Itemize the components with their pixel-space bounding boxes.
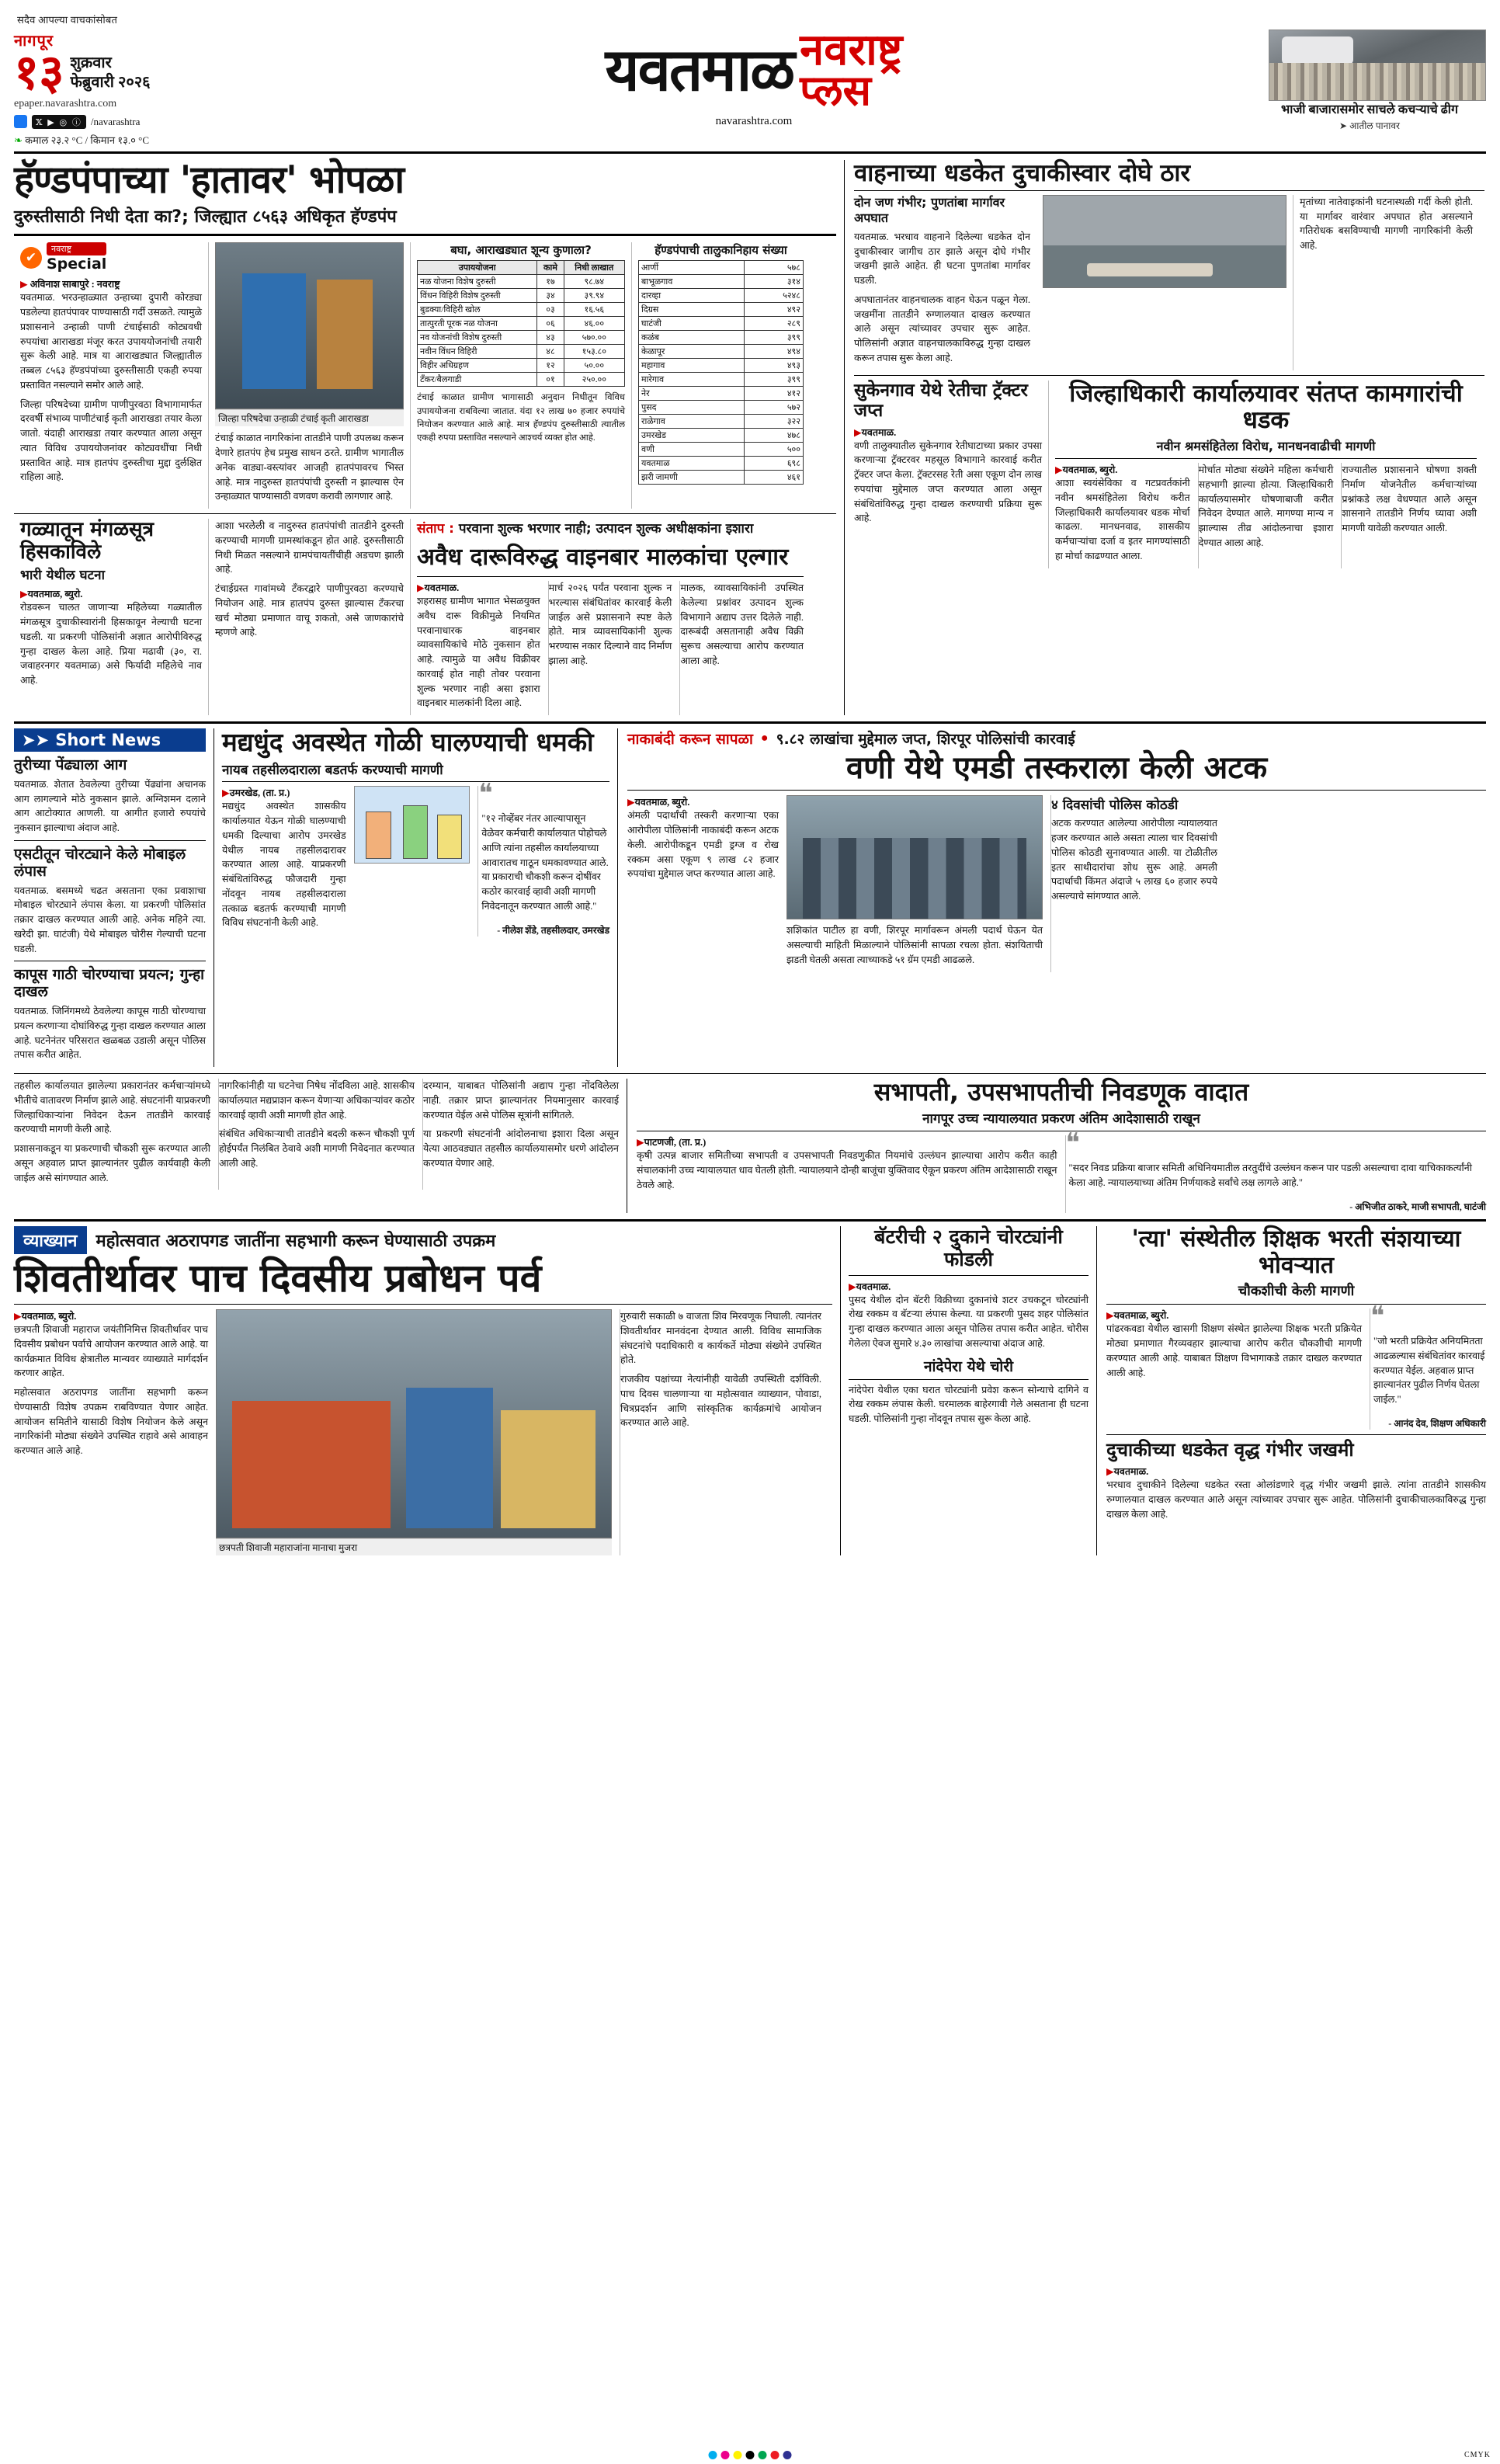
brand-line2: प्लस: [800, 66, 871, 116]
sn-title-0: तुरीच्या पेंढ्याला आग: [14, 756, 127, 774]
lead-subheadline: दुरुस्तीसाठी निधी देता का?; जिल्ह्यात ८५६३ अधिकृत हॅण्डपंप: [14, 207, 397, 228]
battery-body: पुसद येथील दोन बॅटरी विक्रीच्या दुकानांचे शटर उचकटून चोरट्यांनी रोख रक्कम व बॅटऱ्या लंपास केल्या. या प्रकरणी पुसद शहर पोलिसांत गुन्हा दाखल करण्यात आला असून पोलिस तपास करीत आहेत. चोरीस गेलेला ऐवज सुमारे ४.३० लाखांचा असल्याचा अंदाज आहे.: [849, 1294, 1089, 1349]
lead-byline-text: अविनाश साबापुरे : नवराष्ट्र: [30, 279, 120, 290]
list-item[interactable]: [14, 967, 206, 1062]
mahotsav-column: [14, 1226, 841, 1555]
jilhadhikari-byline-text: यवतमाळ, ब्युरो.: [1062, 464, 1118, 476]
table2-cell-5-0: कळंब: [639, 331, 745, 345]
madyadhund-quote: "१२ नोव्हेंबर नंतर आल्यापासून वेळेवर कर्मचारी कार्यालयात पोहोचले आणि त्यांना तहसील कार्यालयाच्या आवारातच गाठून धमकावण्यात आले. या प्रकाराची चौकशी करून दोषींवर कठोर कारवाई व्हावी अशी मागणी निवेदनातून करण्यात आली आहे.": [481, 813, 609, 912]
registration-dot-3: [746, 2451, 755, 2459]
santap-tag-row: [417, 519, 804, 537]
table2-cell-12-1: ४७८: [745, 429, 804, 443]
th-0: उपाययोजना: [418, 261, 537, 275]
registration-dot-4: [759, 2451, 767, 2459]
table-row: [639, 401, 804, 415]
band-filler-1: तहसील कार्यालयात झालेल्या प्रकारानंतर कर्मचाऱ्यांमध्ये भीतीचे वातावरण निर्माण झाले आहे. संघटनांनी याप्रकरणी जिल्हाधिकाऱ्यांना निवेदन देऊन तातडीने कारवाई करण्याची मागणी केली आहे.: [14, 1080, 210, 1135]
table2-cell-9-1: ४१२: [745, 387, 804, 401]
weather-strip: [14, 133, 250, 147]
table2-cell-8-1: ३९९: [745, 373, 804, 387]
sn-body-0: यवतमाळ. शेतात ठेवलेल्या तुरीच्या पेंढ्यांना अचानक आग लागल्याने मोठे नुकसान झाले. अग्निशमन दलाने आग आटोक्यात आणली. या आगीत हजारो रुपयांचे नुकसान झाल्याचा अंदाज आहे.: [14, 778, 206, 834]
bullet-icon: ●: [760, 732, 769, 745]
galyatun-headline: गळ्यातून मंगळसूत्र हिसकाविले: [20, 518, 154, 564]
bottom-band: [14, 1226, 1486, 1555]
table1-cell-6-1: १२: [537, 359, 564, 373]
table1-cell-2-2: १६.५६: [564, 303, 624, 317]
table-row: [639, 415, 804, 429]
table2-cell-14-0: यवतमाळ: [639, 457, 745, 471]
vani-cell-body: अटक करण्यात आलेल्या आरोपीला न्यायालयात हजर करण्यात आले असता त्याला चार दिवसांची पोलिस कोठडी सुनावण्यात आली. या टोळीतील इतर साथीदारांचा शोध सुरू आहे. अमली पदार्थाची किंमत अंदाजे ५ लाख ६० हजार रुपये असल्याचे सांगण्यात आले.: [1051, 818, 1217, 902]
th-2: निधी लाखात: [564, 261, 624, 275]
table2-cell-4-0: घाटंजी: [639, 317, 745, 331]
table-header-row: [418, 261, 625, 275]
table1-cell-3-0: तात्पुरती पूरक नळ योजना: [418, 317, 537, 331]
table1-cell-4-1: ४३: [537, 331, 564, 345]
band-filler-5: दरम्यान, याबाबत पोलिसांनी अद्याप गुन्हा नोंदविलेला नाही. तक्रार प्राप्त झाल्यानंतर नियमानुसार कारवाई करण्यात येईल असे पोलिस सूत्रांनी सांगितले.: [423, 1080, 619, 1121]
lead-byline: [20, 277, 202, 290]
madyadhund-byline: ▶उमरखेड, (ता. प्र.): [222, 787, 290, 799]
table1-cell-5-2: १५३.८०: [564, 345, 624, 359]
table1-cell-7-0: टँकर/बैलगाडी: [418, 373, 537, 387]
madyadhund-column: [214, 728, 618, 1067]
lead-photo-caption: जिल्हा परिषदेचा उन्हाळी टंचाई कृती आराखडा: [215, 409, 404, 426]
jilhadhikari-para-3: राज्यातील प्रशासनाने घोषणा शक्ती निर्माण योजनेतील कर्मचाऱ्यांच्या प्रश्नांकडे लक्ष वेधण्यात आले असून शासनाने तातडीने निर्णय घ्यावा अशी मागणी यावेळी करण्यात आली.: [1342, 464, 1477, 534]
registration-dot-6: [783, 2451, 792, 2459]
table1-cell-2-0: बुडक्या/विहिरी खोल: [418, 303, 537, 317]
table1-cell-4-0: नव योजनांची विशेष दुरुस्ती: [418, 331, 537, 345]
sabhapati-subheadline: नागपूर उच्च न्यायालयात प्रकरण अंतिम आदेशासाठी राखून: [922, 1111, 1200, 1128]
facebook-icon[interactable]: [14, 115, 27, 128]
table2-cell-2-1: ५२४८: [745, 289, 804, 303]
table-row: [418, 317, 625, 331]
nandepera-subheadline: नांदेपेरा येथे चोरी: [923, 1357, 1014, 1375]
table-row: [639, 373, 804, 387]
tya-byline: ▶यवतमाळ, ब्युरो.: [1106, 1310, 1169, 1322]
table1-cell-0-0: नळ योजना विशेष दुरुस्ती: [418, 275, 537, 289]
check-icon: ✔: [20, 247, 42, 269]
mahotsav-photo: [216, 1309, 612, 1538]
third-band: [14, 1079, 1486, 1213]
table-upayayojana: [417, 260, 625, 387]
galyatun-byline-text: यवतमाळ, ब्युरो.: [27, 589, 83, 600]
table2-cell-13-0: वणी: [639, 443, 745, 457]
arrow-right-icon: ➤➤: [22, 731, 50, 750]
vani-body-2: शशिकांत पाटील हा वणी, शिरपूर मार्गावरून अंमली पदार्थ घेऊन येत असल्याची माहिती मिळाल्याने पोलिसांनी सापळा रचला होता. संशयिताची झडती घेतली असता त्याच्याकडे ५१ ग्रॅम एमडी आढळले.: [786, 925, 1043, 965]
mahotsav-photo-caption: छत्रपती शिवाजी महाराजांना मानाचा मुजरा: [216, 1538, 612, 1555]
santap-tag-text: परवाना शुल्क भरणार नाही; उत्पादन शुल्क अधीक्षकांना इशारा: [458, 521, 754, 537]
table2-cell-13-1: ५००: [745, 443, 804, 457]
table1-cell-1-0: विंधन विहिरी विशेष दुरुस्ती: [418, 289, 537, 303]
table-row: [418, 275, 625, 289]
santap-tag: संताप :: [417, 521, 454, 537]
lead-para-2: जिल्हा परिषदेच्या ग्रामीण पाणीपुरवठा विभागामार्फत दरवर्षी संभाव्य पाणीटंचाई कृती आराखडा तयार केला जातो. यंदाही आराखडा तयार करण्यात आला असून त्यात विविध उपाययोजनांवर कोट्यवधींचा निधी प्रस्तावित आहे. मात्र हातपंप दुरुस्तीचा मुद्दा दुर्लक्षित राहिला आहे.: [20, 398, 202, 483]
spacer-left-band: [14, 1079, 627, 1213]
website-url[interactable]: navarashtra.com: [715, 115, 793, 128]
registration-dot-0: [709, 2451, 717, 2459]
table2-title: हॅण्डपंपाची तालुकानिहाय संख्या: [655, 243, 787, 258]
table2-cell-15-1: ४६१: [745, 471, 804, 485]
masthead-photo-caption: भाजी बाजारासमोर साचले कचऱ्याचे ढीग: [1281, 103, 1458, 116]
sabhapati-quote: "सदर निवड प्रक्रिया बाजार समिती अधिनियमातील तरतुदींचे उल्लंघन करून पार पडली असल्याचा दावा याचिकाकर्त्यांनी केला आहे. न्यायालयाच्या अंतिम निर्णयाकडे सर्वांचे लक्ष लागले आहे.": [1068, 1162, 1472, 1188]
jilhadhikari-subheadline: नवीन श्रमसंहितेला विरोध, मानधनवाढीची मागणी: [1156, 439, 1376, 454]
table1-body: [418, 275, 625, 387]
masthead-right: [1253, 30, 1486, 132]
short-news-list: [14, 757, 206, 1062]
vani-cell-title: ४ दिवसांची पोलिस कोठडी: [1051, 798, 1179, 814]
battery-column: [841, 1226, 1097, 1555]
table1-cell-3-2: ४६.००: [564, 317, 624, 331]
table2-cell-6-0: केळापूर: [639, 345, 745, 359]
jilhadhikari-byline: ▶यवतमाळ, ब्युरो.: [1055, 464, 1118, 476]
short-news-bar: [14, 728, 206, 752]
social-handle[interactable]: /navarashtra: [90, 115, 141, 127]
madyadhund-cartoon: [354, 786, 470, 864]
table1-cell-6-2: ५०.००: [564, 359, 624, 373]
jilhadhikari-headline: जिल्हाधिकारी कार्यालयावर संतप्त कामगारांची धडक: [1069, 379, 1463, 435]
battery-byline: ▶यवतमाळ.: [849, 1281, 891, 1292]
registration-dot-1: [721, 2451, 730, 2459]
edition-city: नागपूर: [14, 33, 54, 50]
mahotsav-byline-text: यवतमाळ, ब्युरो.: [21, 1311, 77, 1322]
masthead-center: [255, 25, 1253, 128]
battery-headline: बॅटरीची २ दुकाने चोरट्यांनी फोडली: [874, 1225, 1063, 1270]
band-filler-3: नागरिकांनीही या घटनेचा निषेध नोंदविला आहे. शासकीय कार्यालयात मद्यप्राशन करून येणाऱ्या अधिकाऱ्यांवर कठोर कारवाई व्हावी अशी मागणी होत आहे.: [219, 1080, 415, 1121]
santap-body-1: शहरासह ग्रामीण भागात भेसळयुक्त अवैध दारू विक्रीमुळे नियमित परवानाधारक वाइनबार व्यावसायिकांचे मोठे नुकसान होत आहे. त्यामुळे या अवैध विक्रीवर कारवाई होत नाही तोवर परवाना शुल्क भरणार नाही असा इशारा वाइनबार मालकांनी दिला आहे.: [417, 596, 540, 709]
band-filler-6: या प्रकरणी संघटनांनी आंदोलनाचा इशारा दिला असून येत्या आठवड्यात तहसील कार्यालयासमोर धरणे आंदोलन करण्यात येणार आहे.: [423, 1128, 619, 1169]
table2-cell-6-1: ४९४: [745, 345, 804, 359]
mahotsav-para-0: छत्रपती शिवाजी महाराज जयंतीनिमित्त शिवतीर्थावर पाच दिवसीय प्रबोधन पर्वाचे आयोजन करण्यात आले आहे. या कार्यक्रमात विविध क्षेत्रातील मान्यवर व्याख्याते मार्गदर्शन करणार आहेत.: [14, 1324, 208, 1379]
list-item[interactable]: [14, 757, 206, 836]
tya-byline-text: यवतमाळ, ब्युरो.: [1113, 1310, 1169, 1322]
vani-byline-text: यवतमाळ, ब्युरो.: [634, 797, 690, 808]
sabhapati-column: [627, 1079, 1486, 1213]
tagline: सदैव आपल्या वाचकांसोबत: [17, 14, 118, 26]
th-1: कामे: [537, 261, 564, 275]
lead-table1-note: टंचाई काळात ग्रामीण भागासाठी अनुदान निधीतून विविध उपाययोजना राबविल्या जातात. यंदा १२ लाख ७० हजार रुपयांचे नियोजन करण्यात आले आहे. मात्र हॅण्डपंप दुरुस्तीसाठी त्यातील एकही रुपया प्रस्तावित नसल्याने आश्चर्य व्यक्त होत आहे.: [417, 393, 625, 443]
table2-cell-3-0: दिग्रस: [639, 303, 745, 317]
table-row: [639, 275, 804, 289]
temperature-text: कमाल २३.२ °C / किमान १३.० °C: [25, 134, 149, 146]
table2-cell-0-0: आर्णी: [639, 261, 745, 275]
table1-cell-3-1: ०६: [537, 317, 564, 331]
table2-cell-11-0: राळेगाव: [639, 415, 745, 429]
sukenga-body: वणी तालुक्यातील सुकेनगाव रेतीघाटाच्या प्रकार उपसा करणाऱ्या ट्रॅक्टरवर महसूल विभागाने कारवाई करीत ट्रॅक्टर जप्त केला. ट्रॅक्टरसह रेती असा एकूण दोन लाख रुपयांचा मुद्देमाल जप्त करण्यात आला असून संबंधितांविरुद्ध गुन्हा दाखल करण्याची प्रक्रिया सुरू आहे.: [854, 440, 1042, 524]
table-row: [418, 373, 625, 387]
table2-cell-8-0: मारेगाव: [639, 373, 745, 387]
table1-cell-1-2: ३९.९४: [564, 289, 624, 303]
mahotsav-para-2: गुरुवारी सकाळी ७ वाजता शिव मिरवणूक निघाली. त्यानंतर शिवतीर्थावर मानवंदना देण्यात आली. विविध सामाजिक संघटनांचे पदाधिकारी व कार्यकर्ते मोठ्या संख्येने उपस्थित होते.: [620, 1311, 821, 1366]
short-news-column: [14, 728, 214, 1067]
table1-cell-2-1: ०३: [537, 303, 564, 317]
masthead-photo: [1269, 30, 1486, 101]
nakabandi-strip: [627, 728, 1486, 749]
lead-headline: हॅण्डपंपाच्या 'हातावर' भोपळा: [14, 157, 405, 202]
sabhapati-headline: सभापती, उपसभापतीची निवडणूक वादात: [873, 1077, 1249, 1107]
date-day: १३: [14, 47, 64, 99]
duchaki-body: भरधाव दुचाकीने दिलेल्या धडकेत रस्ता ओलांडणारे वृद्ध गंभीर जखमी झाले. त्यांना तातडीने शासकीय रुग्णालयात दाखल करण्यात आले असून त्यांच्यावर उपचार सुरू आहेत. पोलिसांनी दुचाकीचालकाविरुद्ध गुन्हा दाखल केला आहे.: [1106, 1479, 1486, 1520]
mahotsav-headline: शिवतीर्थावर पाच दिवसीय प्रबोधन पर्व: [14, 1256, 542, 1302]
badge-label: Special: [47, 255, 107, 273]
table2-cell-2-0: दारव्हा: [639, 289, 745, 303]
galyatun-byline: ▶यवतमाळ, ब्युरो.: [20, 589, 83, 600]
table2-body: [639, 261, 804, 485]
table2-cell-9-0: नेर: [639, 387, 745, 401]
table2-cell-1-0: बाभूळगाव: [639, 275, 745, 289]
vahan-body-2: मृतांच्या नातेवाइकांनी घटनास्थळी गर्दी केली होती. या मार्गावर वारंवार अपघात होत असल्याने गतिरोधक बसविण्याची मागणी नागरिकांनी केली आहे.: [1300, 196, 1473, 252]
masthead-photo-credit: [1253, 119, 1486, 132]
registration-dots: [709, 2451, 792, 2459]
special-badge: [20, 242, 202, 273]
table-row: [418, 303, 625, 317]
lead-extra-col2: टंचाईग्रस्त गावांमध्ये टँकरद्वारे पाणीपुरवठा करण्याचे नियोजन आहे. मात्र हातपंप दुरुस्त झाल्यास टँकरचा खर्च मोठ्या प्रमाणात वाचू शकतो, असे जाणकारांचे म्हणणे आहे.: [215, 583, 404, 638]
tya-subheadline: चौकशीची केली मागणी: [1238, 1283, 1355, 1300]
duchaki-byline: ▶यवतमाळ.: [1106, 1466, 1149, 1478]
social-bar[interactable]: [14, 115, 250, 129]
mahotsav-byline: ▶यवतमाळ, ब्युरो.: [14, 1311, 77, 1322]
table-row: [639, 331, 804, 345]
vahan-photo: [1043, 195, 1286, 288]
vani-headline: वणी येथे एमडी तस्कराला केली अटक: [845, 750, 1268, 787]
table1-cell-6-0: विहीर अधिग्रहण: [418, 359, 537, 373]
table2-cell-5-1: ३९९: [745, 331, 804, 345]
table2-cell-1-1: ३१४: [745, 275, 804, 289]
vyakhyan-strip: [14, 1226, 832, 1254]
table1-cell-5-0: नवीन विंधन विहिरी: [418, 345, 537, 359]
nakabandi-text: ९.८२ लाखांचा मुद्देमाल जप्त, शिरपूर पोलिसांची कारवाई: [776, 731, 1075, 749]
registration-dot-2: [734, 2451, 742, 2459]
table1-cell-5-1: ४८: [537, 345, 564, 359]
table1-cell-4-2: ५७०.००: [564, 331, 624, 345]
brand-line1: नवराष्ट्र: [800, 25, 903, 75]
vani-byline: ▶यवतमाळ, ब्युरो.: [627, 797, 690, 808]
nandepera-body: नांदेपेरा येथील एका घरात चोरट्यांनी प्रवेश करून सोन्याचे दागिने व रोख रक्कम लंपास केली. घरमालक बाहेरगावी गेले असताना ही घटना घडली. पोलिसांनी गुन्हा नोंदवून तपास सुरू केला आहे.: [849, 1384, 1089, 1425]
table-row: [418, 331, 625, 345]
sn-body-1: यवतमाळ. बसमध्ये चढत असताना एका प्रवाशाचा मोबाइल चोरट्याने लंपास केला. या प्रकरणी पोलिसांत तक्रार दाखल करण्यात आली आहे. अनेक महिने त्या. खरेदी झा. घाटंजी) येथे मोबाइल चोरीस गेल्याची घटना घडली.: [14, 884, 206, 954]
table-row: [418, 359, 625, 373]
table2-cell-15-0: झरी जामणी: [639, 471, 745, 485]
masthead-logo-brand: [800, 25, 903, 116]
table2-cell-10-0: पुसद: [639, 401, 745, 415]
table-row: [639, 345, 804, 359]
vahan-byline-body: यवतमाळ. भरधाव वाहनाने दिलेल्या धडकेत दोन दुचाकीस्वार जागीच ठार झाले असून दोघे गंभीर जखमी झाले आहेत. ही घटना पुणतांबा मार्गावर घडली.: [854, 231, 1030, 287]
table2-cell-4-1: २८९: [745, 317, 804, 331]
duchaki-headline: दुचाकीच्या धडकेत वृद्ध गंभीर जखमी: [1106, 1439, 1354, 1461]
battery-byline-text: यवतमाळ.: [856, 1281, 891, 1292]
table-row: [639, 471, 804, 485]
vani-body-1: अंमली पदार्थांची तस्करी करणाऱ्या एका आरोपीला पोलिसांनी नाकाबंदी करून अटक केली. आरोपीकडून एमडी ड्रग्ज व रोख रक्कम असा एकूण ९ लाख ८२ हजार रुपयांचा मुद्देमाल जप्त करण्यात आला आहे.: [627, 810, 779, 880]
mahotsav-para-3: राजकीय पक्षांच्या नेत्यांनीही यावेळी उपस्थिती दर्शविली. पाच दिवस चालणाऱ्या या महोत्सवात व्याख्यान, पोवाडा, चित्रप्रदर्शन आणि सांस्कृतिक कार्यक्रमांचे आयोजन करण्यात आले आहे.: [620, 1374, 821, 1429]
main-content: [14, 157, 1486, 715]
sn-title-1: एसटीतून चोरट्याने केले मोबाइल लंपास: [14, 845, 186, 880]
table1-cell-0-1: १७: [537, 275, 564, 289]
badge-brand: नवराष्ट्र: [47, 242, 106, 255]
date-weekday: शुक्रवार: [70, 54, 112, 72]
cmyk-mark: CMYK: [1464, 2451, 1491, 2459]
divider: [14, 234, 836, 236]
garbage-shape: [1269, 63, 1485, 100]
table2-cell-10-1: ५७२: [745, 401, 804, 415]
santap-body-2: मार्च २०२६ पर्यंत परवाना शुल्क न भरल्यास संबंधितांवर कारवाई केली जाईल असे प्रशासनाने स्पष्ट केले होते. मात्र व्यावसायिकांनी शुल्क भरण्यास नकार दिल्याने वाद निर्माण झाला आहे.: [548, 582, 672, 666]
table1-title: बघा, आराखड्यात शून्य कुणाला?: [450, 243, 592, 258]
nakabandi-tag: नाकाबंदी करून सापळा: [627, 731, 753, 749]
table-row: [418, 289, 625, 303]
vani-photo: [786, 795, 1043, 919]
social-icons-group[interactable]: 𝕏 ▶ ◎ ⓘ: [32, 115, 86, 129]
vahan-subheadline: दोन जण गंभीर; पुणतांबा मार्गावर अपघात: [854, 194, 1005, 225]
sukenga-headline: सुकेनगाव येथे रेतीचा ट्रॅक्टर जप्त: [854, 380, 1028, 422]
madyadhund-byline-text: उमरखेड, (ता. प्र.): [229, 787, 290, 799]
van-shape: [1282, 36, 1353, 64]
tya-body: पांढरकवडा येथील खासगी शिक्षण संस्थेत झालेल्या शिक्षक भरती प्रक्रियेत मोठ्या प्रमाणात गैरव्यवहार झाल्याचा आरोप करीत चौकशीची मागणी करण्यात आली आहे. याबाबत शिक्षण विभागाकडे तक्रार दाखल करण्यात आली आहे.: [1106, 1323, 1362, 1378]
table1-cell-1-1: ३४: [537, 289, 564, 303]
table1-cell-7-2: २५०.००: [564, 373, 624, 387]
tya-headline: 'त्या' संस्थेतील शिक्षक भरती संशयाच्या भोवऱ्यात: [1131, 1225, 1461, 1279]
table1-cell-0-2: ९८.७४: [564, 275, 624, 289]
tya-column: [1097, 1226, 1486, 1555]
epaper-url[interactable]: epaper.navarashtra.com: [14, 97, 117, 109]
mahotsav-para-1: महोत्सवात अठरापगड जातींना सहभागी करून घेण्यासाठी विशेष उपक्रम राबविण्यात येणार आहेत. आयोजन समितीने यासाठी विशेष नियोजन केले असून नागरिकांनी मोठ्या संख्येने उपस्थित राहावे असे आवाहन करण्यात आले आहे.: [14, 1387, 208, 1457]
table2-cell-7-0: महागाव: [639, 359, 745, 373]
santap-headline: अवैध दारूविरुद्ध वाइनबार मालकांचा एल्गार: [417, 544, 789, 572]
vahan-headline: वाहनाच्या धडकेत दुचाकीस्वार दोघे ठार: [854, 158, 1191, 187]
sn-body-2: यवतमाळ. जिनिंगमध्ये ठेवलेल्या कापूस गाठी चोरण्याचा प्रयत्न करणाऱ्या दोघांविरुद्ध गुन्हा दाखल करण्यात आला आहे. घटनेनंतर परिसरात खळबळ उडाली असून पोलिस तपास करीत आहेत.: [14, 1006, 206, 1061]
table-row: [639, 359, 804, 373]
masthead-logo: यवतमाळ: [605, 35, 794, 105]
madyadhund-headline: मद्यधुंद अवस्थेत गोळी घालण्याची धमकी: [222, 727, 594, 758]
madyadhund-body: मद्यधुंद अवस्थेत शासकीय कार्यालयात येऊन गोळी घालण्याची धमकी दिल्याचा आरोप उमरखेड येथील नायब तहसीलदारावर करण्यात आला आहे. याप्रकरणी संबंधितांविरुद्ध फौजदारी गुन्हा नोंदवून नायब तहसीलदाराला तत्काळ बडतर्फ करण्याची मागणी विविध संघटनांनी केली आहे.: [222, 801, 346, 929]
list-item[interactable]: [14, 846, 206, 956]
sn-title-2: कापूस गाठी चोरण्याचा प्रयत्न; गुन्हा दाखल: [14, 966, 205, 1001]
table-row: [418, 345, 625, 359]
tya-quote-credit: - आनंद देव, शिक्षण अधिकारी: [1388, 1418, 1486, 1430]
date-monthyear: फेब्रुवारी २०२६: [70, 74, 151, 92]
table-row: [639, 317, 804, 331]
short-news-label: Short News: [55, 731, 161, 750]
middle-band: [14, 728, 1486, 1067]
bullet-icon: ▶: [20, 279, 28, 290]
galyatun-body: रोडवरून चालत जाणाऱ्या महिलेच्या गळ्यातील मंगळसूत्र दुचाकीस्वारांनी हिसकावून नेल्याची घटना घडली. या प्रकरणी पोलिसांनी अज्ञात आरोपीविरुद्ध गुन्हा दाखल केला आहे. प्रिया मढावी (३०, रा. जवाहरनगर यवतमाळ) असे फिर्यादी महिलेचे नाव आहे.: [20, 602, 202, 686]
vahan-body: अपघातानंतर वाहनचालक वाहन घेऊन पळून गेला. जखमींना तातडीने रुग्णालयात दाखल करण्यात आले असून त्यांच्यावर उपचार सुरू आहेत. पोलिसांनी अज्ञात वाहनचालकाविरुद्ध गुन्हा दाखल करून तपास सुरू केला आहे.: [854, 294, 1030, 363]
lead-para-3: टंचाई काळात नागरिकांना तातडीने पाणी उपलब्ध करून देणारे हातपंप हेच प्रमुख साधन ठरते. ग्रामीण भागातील अनेक वाड्या-वस्त्यांवर आजही हातपंपावरच भिस्त आहे. मात्र नादुरुस्त हातपंपांची दुरुस्ती न झाल्यास ऐन उन्हाळ्यात पाण्यासाठी वणवण करावी लागणार आहे.: [215, 433, 404, 502]
sukenga-byline-text: यवतमाळ.: [861, 426, 897, 438]
right-zone: [845, 160, 1484, 715]
lead-photo: [215, 242, 404, 409]
duchaki-byline-text: यवतमाळ.: [1113, 1466, 1149, 1478]
quote-open-icon: ❝: [1065, 1128, 1080, 1159]
madyadhund-subheadline: नायब तहसीलदाराला बडतर्फ करण्याची मागणी: [222, 763, 443, 779]
table2-cell-7-1: ४९३: [745, 359, 804, 373]
sabhapati-byline-text: पाटणजी, (ता. प्र.): [644, 1137, 707, 1149]
table-row: [639, 387, 804, 401]
inside-page-label: आतील पानावर: [1349, 120, 1400, 132]
registration-dot-5: [771, 2451, 780, 2459]
vyakhyan-tag: व्याख्यान: [14, 1226, 87, 1254]
vani-column: [618, 728, 1486, 1067]
sabhapati-quote-credit: - अभिजीत ठाकरे, माजी सभापती, घाटंजी: [1349, 1201, 1486, 1213]
band-filler-2: प्रशासनाकडून या प्रकरणाची चौकशी सुरू करण्यात आली असून अहवाल प्राप्त झाल्यानंतर पुढील कार्यवाही केली जाईल असे सांगण्यात आले.: [14, 1143, 210, 1183]
tya-quote: "जो भरती प्रक्रियेत अनियमितता आढळल्यास संबंधितांवर कारवाई करण्यात येईल. अहवाल प्राप्त झाल्यानंतर पुढील निर्णय घेतला जाईल.": [1373, 1336, 1485, 1406]
sukenga-byline: ▶यवतमाळ.: [854, 426, 897, 438]
galyatun-subheadline: भारी येथील घटना: [20, 568, 106, 584]
table-row: [639, 457, 804, 471]
quote-open-icon: ❝: [1370, 1301, 1385, 1333]
table-row: [639, 303, 804, 317]
lead-para-1: यवतमाळ. भरउन्हाळ्यात उन्हाच्या दुपारी कोरड्या पडलेल्या हातपंपावर पाण्यासाठी गर्दी उसळते. त्यामुळे प्रशासनाने उन्हाळी पाणी टंचाईसाठी कोट्यवधी रुपयांचा आराखडा मंजूर करत उपाययोजनांची तयारी सुरू केली आहे. मात्र या आराखड्यात जिल्ह्यातील तब्बल ८५६३ हॅण्डपंपांच्या दुरुस्तीसाठी एकही रुपया प्रस्तावित नसल्याने समोर आले आहे.: [20, 292, 202, 391]
jilhadhikari-para-1: आशा स्वयंसेविका व गटप्रवर्तकांनी नवीन श्रमसंहितेला विरोध करीत जिल्हाधिकारी कार्यालयावर धडक मोर्चा काढला. मानधनवाढ, शासकीय कर्मचाऱ्यांचा दर्जा व इतर मागण्यांसाठी हा मोर्चा काढण्यात आला.: [1055, 478, 1190, 561]
santap-body-3: मालक, व्यावसायिकांनी उपस्थित केलेल्या प्रश्नांवर उत्पादन शुल्क विभागाने अद्याप उत्तर दिलेले नाही. दारूबंदी असतानाही अवैध विक्री सुरूच असल्याचा आरोप करण्यात आला आहे.: [680, 582, 804, 666]
sabhapati-body: कृषी उत्पन्न बाजार समितीच्या सभापती व उपसभापती निवडणुकीत नियमांचे उल्लंघन झाल्याचा आरोप करीत काही संचालकांनी उच्च न्यायालयात धाव घेतली होती. न्यायालयाने दोन्ही बाजूंचा युक्तिवाद ऐकून प्रकरण अंतिम आदेशासाठी राखून ठेवले आहे.: [637, 1150, 1057, 1190]
sabhapati-byline: ▶पाटणजी, (ता. प्र.): [637, 1137, 707, 1149]
lead-extra-col: आशा भरलेली व नादुरुस्त हातपंपांची तातडीने दुरुस्ती करण्याची मागणी ग्रामस्थांकडून होत आहे. दुरुस्तीसाठी निधी मिळत नसल्याने ग्रामपंचायतींचीही अडचण झाली आहे.: [215, 520, 404, 575]
table1-cell-7-1: ०१: [537, 373, 564, 387]
madyadhund-quote-credit: - नीलेश शेंडे, तहसीलदार, उमरखेड: [497, 925, 609, 937]
table-taluka-handpumps: [638, 260, 804, 485]
table-row: [639, 429, 804, 443]
table2-cell-0-1: ५७८: [745, 261, 804, 275]
left-zone: [14, 157, 845, 715]
table2-cell-11-1: ३२२: [745, 415, 804, 429]
masthead: [14, 25, 1486, 154]
table-row: [639, 261, 804, 275]
table2-cell-12-0: उमरखेड: [639, 429, 745, 443]
quote-open-icon: ❝: [478, 778, 493, 810]
table-row: [639, 443, 804, 457]
santap-byline: ▶यवतमाळ.: [417, 582, 460, 594]
jilhadhikari-para-2: मोर्चात मोठ्या संख्येने महिला कर्मचारी सहभागी झाल्या होत्या. जिल्हाधिकारी कार्यालयासमोर घोषणाबाजी करीत निवेदन देण्यात आले. मागण्या मान्य न झाल्यास तीव्र आंदोलनाचा इशारा देण्यात आला आहे.: [1198, 464, 1334, 548]
table2-cell-3-1: ४९२: [745, 303, 804, 317]
masthead-left: [14, 30, 255, 147]
santap-byline-text: यवतमाळ.: [424, 582, 460, 594]
leaf-icon: ❧: [14, 134, 23, 146]
table2-cell-14-1: ६९८: [745, 457, 804, 471]
arrow-icon: ➤: [1339, 120, 1348, 132]
band-filler-4: संबंधित अधिकाऱ्याची तातडीने बदली करून चौकशी पूर्ण होईपर्यंत निलंबित ठेवावे अशी मागणी निवेदनात करण्यात आली आहे.: [219, 1128, 415, 1169]
table-row: [639, 289, 804, 303]
vyakhyan-text: महोत्सवात अठरापगड जातींना सहभागी करून घेण्यासाठी उपक्रम: [95, 1232, 496, 1252]
